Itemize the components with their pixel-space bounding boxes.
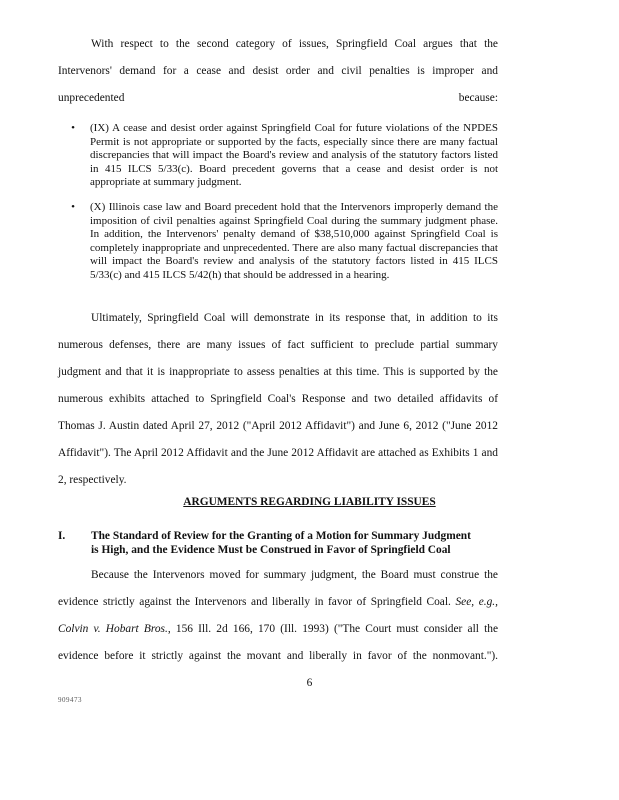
citation-signal: See, e.g., xyxy=(455,596,498,608)
standard-text: Because the Intervenors moved for summary judgment, the Board must construe the evidence strictly against the Intervenors and liberally in favor of Springfield Coal. xyxy=(58,569,498,608)
page-number: 6 xyxy=(306,677,313,689)
paragraph-intro: With respect to the second category of issues, Springfield Coal argues that the Intervenors' demand for a cease and desist order and civil penalties is improper and unprecedented because: xyxy=(58,38,498,104)
section-heading xyxy=(0,496,619,508)
bullet-text: (IX) A cease and desist order against Springfield Coal for future violations of the NPDES Permit is not appropriate or supported by the facts, especially since there are many factual discrepancies that will impact the Board's review and analysis of the statutory factors listed in 415 ILCS 5/33(c). Board precedent governs that a cease and desist order is not appropriate at summary judgment. xyxy=(90,122,498,189)
footer-code: 909473 xyxy=(58,696,82,704)
citation-text: , 156 Ill. 2d 166, 170 (Ill. 1993) ("The Court must consider all the evidence before it strictly against the movant and liberally in favor of the nonmovant."). xyxy=(58,623,499,662)
paragraph-ultimately: Ultimately, Springfield Coal will demonstrate in its response that, in addition to its numerous defenses, there are many issues of fact sufficient to preclude partial summary judgment and that it is inappropriate to assess penalties at this time. This is supported by the numerous exhibits attached to Springfield Coal's Response and two detailed affidavits of Thomas J. Austin dated April 27, 2012 ("April 2012 Affidavit") and June 6, 2012 ("June 2012 Affidavit"). The April 2012 Affidavit and the June 2012 Affidavit are attached as Exhibits 1 and 2, respectively. xyxy=(58,312,498,486)
case-name: Colvin v. Hobart Bros. xyxy=(58,623,168,635)
bullet-icon: • xyxy=(71,122,75,134)
bullet-icon: • xyxy=(71,201,75,213)
bullet-text: (X) Illinois case law and Board precedent hold that the Intervenors improperly demand the imposition of civil penalties against Springfield Coal during the summary judgment phase. In addition, the Intervenors' penalty demand of $38,510,000 against Springfield Coal is completely inappropriate and unprecedented. There are also many factual discrepancies that will impact the Board's review and analysis of the statutory factors listed in 415 ILCS 5/33(c) and 415 ILCS 5/42(h) that should be addressed in a hearing. xyxy=(90,201,498,281)
heading-text: ARGUMENTS REGARDING LIABILITY ISSUES xyxy=(183,496,436,508)
paragraph-standard xyxy=(58,562,498,670)
subsection-number: I. xyxy=(58,530,66,542)
subsection-title: The Standard of Review for the Granting of a Motion for Summary Judgment is High, and the Evidence Must be Construed in Favor of Springfield Coal xyxy=(91,530,471,556)
